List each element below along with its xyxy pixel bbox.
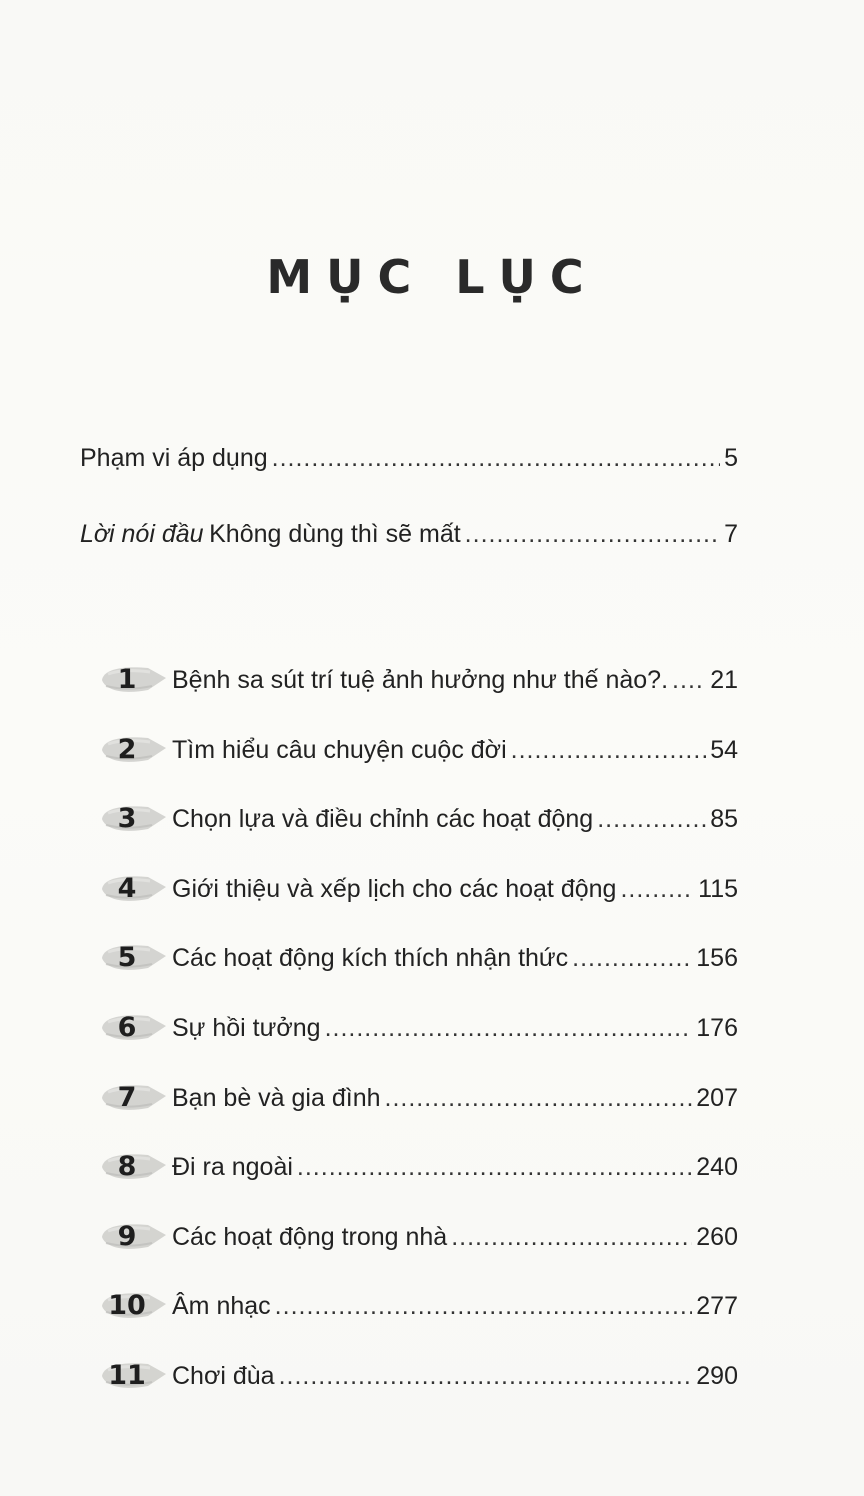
chapter-number: 2 (117, 734, 137, 765)
leader-dots (297, 1151, 692, 1183)
chapter-number: 10 (108, 1290, 146, 1321)
chapter-entry (172, 1082, 738, 1114)
chapter-entry (172, 1221, 738, 1253)
chapter-title: Tìm hiểu câu chuyện cuộc đời (172, 736, 507, 764)
leader-dots (385, 1082, 693, 1114)
chapter-entry (172, 1360, 738, 1392)
chapter-page-number: 54 (710, 736, 738, 764)
leader-dots (672, 664, 706, 696)
toc-entry-preface (80, 518, 738, 550)
chapter-number-badge (96, 730, 176, 770)
leader-dots (572, 942, 692, 974)
toc-entry-scope (80, 442, 738, 474)
chapter-number-badge (96, 799, 176, 839)
chapter-number-badge (96, 660, 176, 700)
chapter-entry (172, 1012, 738, 1044)
chapter-title: Chọn lựa và điều chỉnh các hoạt động (172, 805, 594, 833)
chapter-page-number: 277 (696, 1292, 738, 1320)
chapter-entry (172, 664, 738, 696)
chapter-number-badge (96, 1078, 176, 1118)
chapter-page-number: 176 (696, 1014, 738, 1042)
chapter-page-number: 260 (696, 1223, 738, 1251)
chapter-entry (172, 1151, 738, 1183)
chapter-number-badge (96, 1008, 176, 1048)
chapter-number: 4 (117, 873, 137, 904)
chapter-page-number: 156 (696, 944, 738, 972)
chapter-title: Các hoạt động trong nhà (172, 1223, 448, 1251)
chapter-entry (172, 803, 738, 835)
chapter-entry (172, 1290, 738, 1322)
leader-dots (597, 803, 706, 835)
chapter-number: 6 (117, 1012, 137, 1043)
chapter-number-badge (96, 1147, 176, 1187)
chapter-title: Đi ra ngoài (172, 1153, 293, 1181)
toc-page-number: 7 (724, 520, 738, 548)
leader-dots (465, 518, 720, 550)
chapter-title: Sự hồi tưởng (172, 1014, 321, 1042)
chapter-entry (172, 734, 738, 766)
toc-page-number: 5 (724, 444, 738, 472)
chapter-entry (172, 942, 738, 974)
chapter-number: 7 (117, 1082, 137, 1113)
leader-dots (451, 1221, 692, 1253)
chapter-page-number: 21 (710, 666, 738, 694)
toc-entry-italic-label: Lời nói đầu (80, 520, 204, 548)
chapter-number-badge (96, 1217, 176, 1257)
leader-dots (279, 1360, 693, 1392)
toc-entry-label: Không dùng thì sẽ mất (209, 520, 461, 548)
page-title: MỤC LỤC (266, 250, 598, 304)
leader-dots (272, 442, 720, 474)
chapter-number: 11 (108, 1360, 146, 1391)
chapter-title: Các hoạt động kích thích nhận thức (172, 944, 569, 972)
chapter-page-number: 240 (696, 1153, 738, 1181)
chapter-title: Bạn bè và gia đình (172, 1084, 381, 1112)
chapter-title: Giới thiệu và xếp lịch cho các hoạt động (172, 875, 617, 903)
chapter-page-number: 85 (710, 805, 738, 833)
chapter-number-badge (96, 1356, 176, 1396)
leader-dots (325, 1012, 693, 1044)
chapter-number: 3 (117, 803, 137, 834)
toc-entry-label: Phạm vi áp dụng (80, 444, 268, 472)
chapter-entry (172, 873, 738, 905)
chapter-title: Bệnh sa sút trí tuệ ảnh hưởng như thế nào?. (172, 666, 669, 694)
chapter-number-badge (96, 938, 176, 978)
chapter-number-badge (96, 1286, 176, 1326)
chapter-page-number: 115 (698, 875, 738, 903)
chapter-number: 5 (117, 942, 137, 973)
chapter-number: 1 (117, 664, 137, 695)
chapter-title: Chơi đùa (172, 1362, 275, 1390)
chapter-number-badge (96, 869, 176, 909)
chapter-number: 8 (117, 1151, 137, 1182)
chapter-page-number: 290 (696, 1362, 738, 1390)
chapter-page-number: 207 (696, 1084, 738, 1112)
chapter-number: 9 (117, 1221, 137, 1252)
leader-dots (511, 734, 707, 766)
leader-dots (275, 1290, 693, 1322)
chapter-title: Âm nhạc (172, 1292, 271, 1320)
leader-dots (620, 873, 694, 905)
